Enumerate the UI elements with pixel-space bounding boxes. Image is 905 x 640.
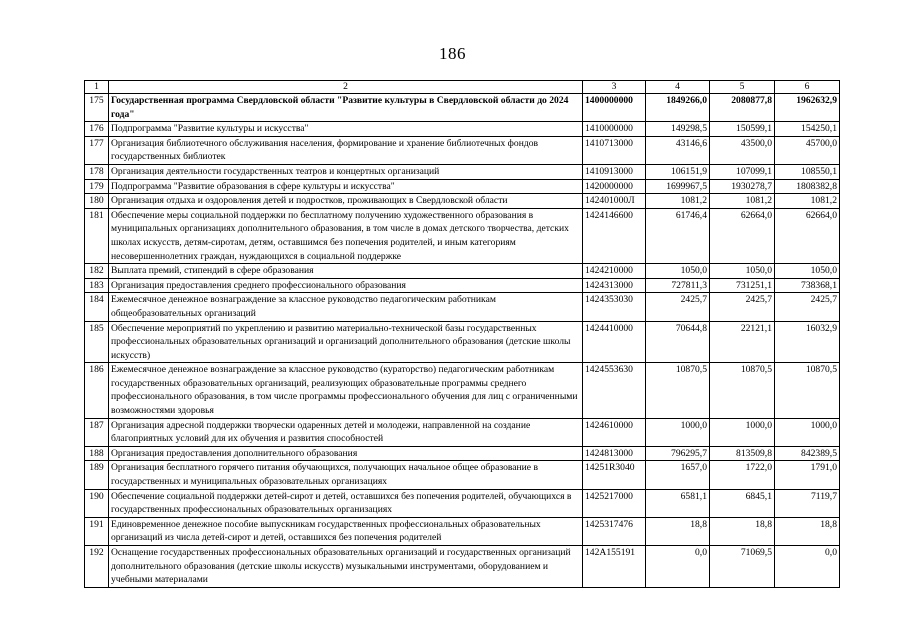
row-amount-cell: 2425,7 (646, 293, 710, 321)
row-amount-cell: 2080877,8 (710, 94, 775, 122)
row-number-cell: 176 (85, 122, 109, 137)
table-row (85, 122, 840, 137)
row-name-cell: Выплата премий, стипендий в сфере образования (109, 264, 583, 279)
row-code-cell: 1424813000 (583, 446, 646, 461)
row-code-cell: 1410000000 (583, 122, 646, 137)
table-row (85, 546, 840, 588)
row-name-cell: Ежемесячное денежное вознаграждение за классное руководство педагогическим работникам общеобразовательных организаций (109, 293, 583, 321)
table-row (85, 517, 840, 545)
row-name-cell: Обеспечение социальной поддержки детей-сирот и детей, оставшихся без попечения родителей, обучающихся в государственных профессиональных образовательных организациях (109, 489, 583, 517)
row-code-cell: 1400000000 (583, 94, 646, 122)
table-row (85, 293, 840, 321)
row-amount-cell: 1081,2 (775, 194, 840, 209)
table-row (85, 489, 840, 517)
row-number-cell: 180 (85, 194, 109, 209)
row-code-cell: 1425217000 (583, 489, 646, 517)
row-amount-cell: 43146,6 (646, 136, 710, 164)
row-code-cell: 142401000Л (583, 194, 646, 209)
row-amount-cell: 1657,0 (646, 461, 710, 489)
row-code-cell: 1424553630 (583, 363, 646, 418)
row-number-cell: 177 (85, 136, 109, 164)
row-amount-cell: 813509,8 (710, 446, 775, 461)
row-amount-cell: 1962632,9 (775, 94, 840, 122)
row-code-cell: 14251R3040 (583, 461, 646, 489)
row-amount-cell: 154250,1 (775, 122, 840, 137)
row-number-cell: 175 (85, 94, 109, 122)
row-amount-cell: 62664,0 (710, 208, 775, 263)
row-amount-cell: 107099,1 (710, 164, 775, 179)
row-number-cell: 189 (85, 461, 109, 489)
row-amount-cell: 18,8 (646, 517, 710, 545)
row-name-cell: Обеспечение мероприятий по укреплению и развитию материально-технической базы государственных профессиональных образовательных организаций и организаций дополнительного образования (детские школы искусств) (109, 321, 583, 363)
row-amount-cell: 1808382,8 (775, 179, 840, 194)
row-code-cell: 1410713000 (583, 136, 646, 164)
row-number-cell: 184 (85, 293, 109, 321)
row-amount-cell: 70644,8 (646, 321, 710, 363)
row-amount-cell: 1081,2 (710, 194, 775, 209)
table-row (85, 164, 840, 179)
row-name-cell: Подпрограмма "Развитие культуры и искусства" (109, 122, 583, 137)
row-code-cell: 1424210000 (583, 264, 646, 279)
row-number-cell: 182 (85, 264, 109, 279)
row-name-cell: Организация бесплатного горячего питания обучающихся, получающих начальное общее образование в государственных и муниципальных образовательных организациях (109, 461, 583, 489)
row-amount-cell: 62664,0 (775, 208, 840, 263)
row-number-cell: 188 (85, 446, 109, 461)
row-amount-cell: 727811,3 (646, 278, 710, 293)
row-number-cell: 183 (85, 278, 109, 293)
table-row (85, 94, 840, 122)
row-name-cell: Ежемесячное денежное вознаграждение за классное руководство (кураторство) педагогическим работникам государственных образовательных организаций, реализующих образовательные программы среднего профессионального образования, в том числе программы профессионального обучения для лиц с ограниченными возможностями здоровья (109, 363, 583, 418)
row-name-cell: Организация предоставления среднего профессионального образования (109, 278, 583, 293)
row-name-cell: Государственная программа Свердловской области "Развитие культуры в Свердловской области до 2024 года" (109, 94, 583, 122)
row-amount-cell: 1050,0 (710, 264, 775, 279)
row-amount-cell: 1722,0 (710, 461, 775, 489)
row-amount-cell: 2425,7 (710, 293, 775, 321)
row-number-cell: 185 (85, 321, 109, 363)
column-header: 3 (583, 81, 646, 94)
row-amount-cell: 796295,7 (646, 446, 710, 461)
column-header: 2 (109, 81, 583, 94)
row-amount-cell: 0,0 (646, 546, 710, 588)
row-amount-cell: 150599,1 (710, 122, 775, 137)
row-amount-cell: 1000,0 (646, 418, 710, 446)
row-number-cell: 191 (85, 517, 109, 545)
row-amount-cell: 1791,0 (775, 461, 840, 489)
row-amount-cell: 731251,1 (710, 278, 775, 293)
row-number-cell: 186 (85, 363, 109, 418)
row-amount-cell: 1081,2 (646, 194, 710, 209)
row-amount-cell: 16032,9 (775, 321, 840, 363)
row-code-cell: 1424610000 (583, 418, 646, 446)
table-row (85, 363, 840, 418)
table-row (85, 321, 840, 363)
table-row (85, 194, 840, 209)
row-amount-cell: 0,0 (775, 546, 840, 588)
row-name-cell: Оснащение государственных профессиональных образовательных организаций и государственных организаций дополнительного образования (детские школы искусств) музыкальными инструментами, оборудованием и учебными материалами (109, 546, 583, 588)
row-amount-cell: 1849266,0 (646, 94, 710, 122)
row-code-cell: 1424313000 (583, 278, 646, 293)
row-amount-cell: 6845,1 (710, 489, 775, 517)
row-amount-cell: 10870,5 (710, 363, 775, 418)
row-name-cell: Обеспечение меры социальной поддержки по бесплатному получению художественного образования в муниципальных организациях дополнительного образования, в том числе в домах детского творчества, детских школах искусств, детям-сиротам, детям, оставшимся без попечения родителей, и иным категориям несовершеннолетних граждан, нуждающихся в социальной поддержке (109, 208, 583, 263)
row-name-cell: Организация адресной поддержки творчески одаренных детей и молодежи, направленной на создание благоприятных условий для их обучения и развития способностей (109, 418, 583, 446)
row-amount-cell: 71069,5 (710, 546, 775, 588)
row-name-cell: Организация предоставления дополнительного образования (109, 446, 583, 461)
row-amount-cell: 108550,1 (775, 164, 840, 179)
row-amount-cell: 1000,0 (710, 418, 775, 446)
row-amount-cell: 10870,5 (646, 363, 710, 418)
column-header: 6 (775, 81, 840, 94)
table-row (85, 446, 840, 461)
row-amount-cell: 1699967,5 (646, 179, 710, 194)
table-row (85, 136, 840, 164)
column-header: 4 (646, 81, 710, 94)
column-header: 1 (85, 81, 109, 94)
row-number-cell: 190 (85, 489, 109, 517)
row-name-cell: Подпрограмма "Развитие образования в сфере культуры и искусства" (109, 179, 583, 194)
row-code-cell: 1424146600 (583, 208, 646, 263)
row-amount-cell: 1000,0 (775, 418, 840, 446)
row-amount-cell: 149298,5 (646, 122, 710, 137)
row-amount-cell: 18,8 (775, 517, 840, 545)
row-number-cell: 178 (85, 164, 109, 179)
row-amount-cell: 6581,1 (646, 489, 710, 517)
row-amount-cell: 1050,0 (775, 264, 840, 279)
row-name-cell: Организация деятельности государственных театров и концертных организаций (109, 164, 583, 179)
row-amount-cell: 7119,7 (775, 489, 840, 517)
row-code-cell: 1425317476 (583, 517, 646, 545)
row-code-cell: 1424410000 (583, 321, 646, 363)
row-amount-cell: 738368,1 (775, 278, 840, 293)
page-number: 186 (439, 44, 466, 63)
table-row (85, 418, 840, 446)
row-number-cell: 187 (85, 418, 109, 446)
row-number-cell: 181 (85, 208, 109, 263)
row-amount-cell: 106151,9 (646, 164, 710, 179)
table-row (85, 179, 840, 194)
row-number-cell: 179 (85, 179, 109, 194)
row-amount-cell: 10870,5 (775, 363, 840, 418)
column-header: 5 (710, 81, 775, 94)
row-amount-cell: 1930278,7 (710, 179, 775, 194)
row-number-cell: 192 (85, 546, 109, 588)
row-name-cell: Организация отдыха и оздоровления детей и подростков, проживающих в Свердловской области (109, 194, 583, 209)
row-amount-cell: 842389,5 (775, 446, 840, 461)
row-code-cell: 142A155191 (583, 546, 646, 588)
table-row (85, 208, 840, 263)
row-amount-cell: 43500,0 (710, 136, 775, 164)
table-row (85, 264, 840, 279)
budget-table (84, 80, 840, 588)
table-row (85, 278, 840, 293)
row-name-cell: Организация библиотечного обслуживания населения, формирование и хранение библиотечных фондов государственных библиотек (109, 136, 583, 164)
row-code-cell: 1420000000 (583, 179, 646, 194)
table-header-row (85, 81, 840, 94)
row-amount-cell: 22121,1 (710, 321, 775, 363)
row-amount-cell: 45700,0 (775, 136, 840, 164)
row-amount-cell: 18,8 (710, 517, 775, 545)
row-code-cell: 1410913000 (583, 164, 646, 179)
row-amount-cell: 2425,7 (775, 293, 840, 321)
row-code-cell: 1424353030 (583, 293, 646, 321)
row-amount-cell: 61746,4 (646, 208, 710, 263)
row-amount-cell: 1050,0 (646, 264, 710, 279)
row-name-cell: Единовременное денежное пособие выпускникам государственных профессиональных образовательных организаций из числа детей-сирот и детей, оставшихся без попечения родителей (109, 517, 583, 545)
table-row (85, 461, 840, 489)
